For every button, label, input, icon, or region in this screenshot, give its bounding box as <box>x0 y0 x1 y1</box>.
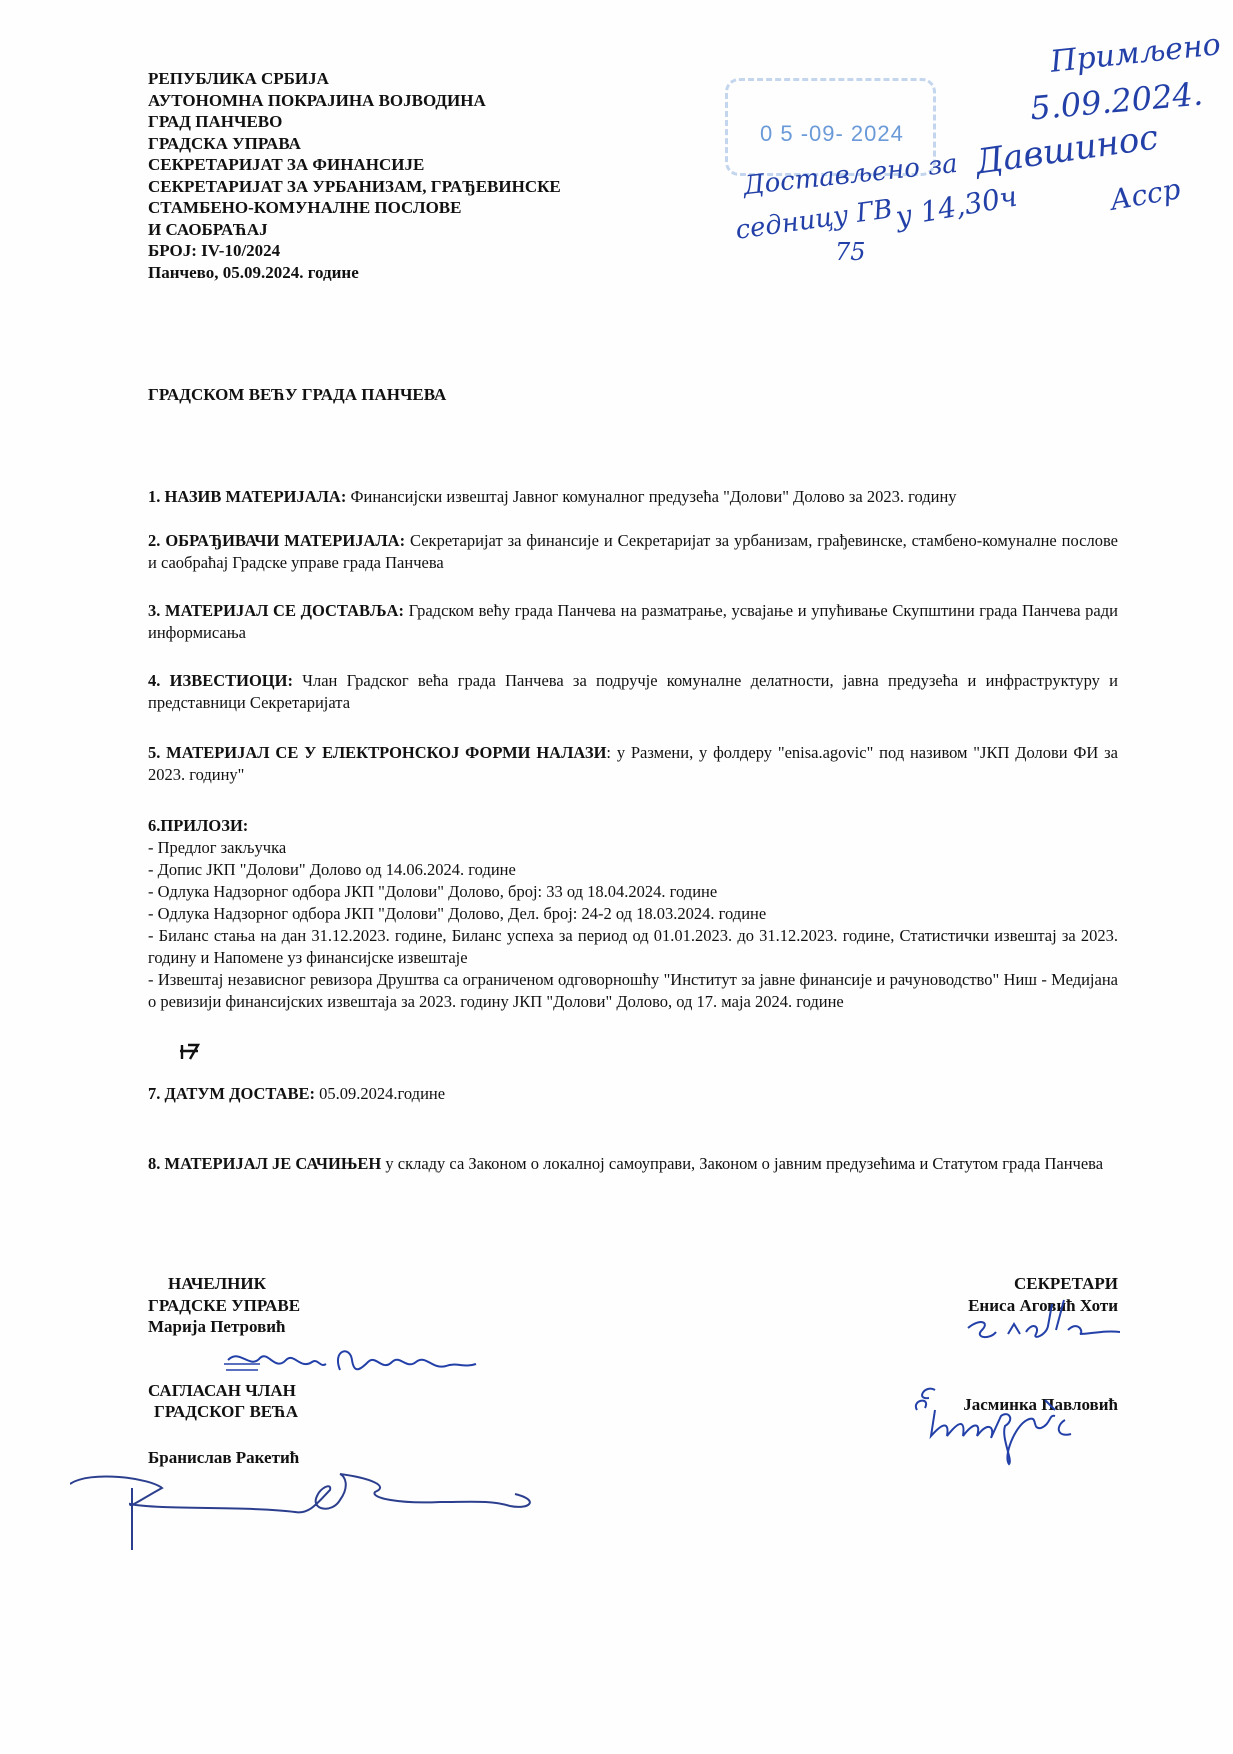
section-text: 05.09.2024.године <box>315 1084 446 1103</box>
place-date: Панчево, 05.09.2024. године <box>148 262 359 282</box>
section-electronic-location <box>148 742 1118 786</box>
section-label: 6.ПРИЛОЗИ: <box>148 816 249 835</box>
stamp-date: 0 5 -09- 2024 <box>760 121 904 146</box>
received-note-line: 5.09.2024. <box>1028 74 1205 128</box>
signatory-title: ГРАДСКЕ УПРАВЕ <box>148 1295 301 1315</box>
letterhead-line: ГРАД ПАНЧЕВО <box>148 112 283 131</box>
attachment-item: - Извештај независног ревизора Друштва са ограниченом одговорношћу "Институт за јавне финансије и рачуноводство" Ниш - Медијана о ревизији финансијских извештаја за 2023. годину ЈКП "Долови" Долово, од 17. маја 2024. године <box>148 970 1118 1011</box>
attachment-item: - Биланс стања на дан 31.12.2023. године, Биланс успеха за период од 01.01.2023. до 31.12.2023. године, Статистички извештај за 2023. годину и Напомене уз финансијске извештаје <box>148 926 1118 967</box>
section-label: 3. МАТЕРИЈАЛ СЕ ДОСТАВЉА: <box>148 601 404 620</box>
letterhead-line: СЕКРЕТАРИЈАТ ЗА ФИНАНСИЈЕ <box>148 155 425 174</box>
signatory-name: Бранислав Ракетић <box>148 1447 300 1467</box>
letterhead-line: И САОБРАЋАЈ <box>148 219 268 239</box>
handwritten-note-line: Достављено за <box>742 148 960 202</box>
section-label: 5. МАТЕРИЈАЛ СЕ У ЕЛЕКТРОНСКОЈ ФОРМИ НАЛАЗИ <box>148 743 607 762</box>
section-material-name <box>148 486 1118 508</box>
section-label: 1. НАЗИВ МАТЕРИЈАЛА: <box>148 487 347 506</box>
section-delivered-to <box>148 600 1118 644</box>
section-text: Секретаријат за финансије и Секретаријат за урбанизам, грађевинске, стамбено-комуналне послове и саобраћај Градске управе града Панчева <box>148 531 1118 572</box>
signatory-name: Марија Петровић <box>148 1317 286 1336</box>
received-note-line: Примљено <box>1048 27 1223 80</box>
section-text: у складу са Законом о локалној самоуправи, Законом о јавним предузећима и Статутом града Панчева <box>381 1154 1104 1173</box>
signatory-name: Ениса Аговић Хоти <box>968 1295 1118 1315</box>
handwritten-note-line: седницу ГВ <box>733 194 895 246</box>
section-label: 4. ИЗВЕСТИОЦИ: <box>148 671 293 690</box>
handwritten-note-line: у 14,30ч <box>893 179 1020 234</box>
letterhead-line: РЕПУБЛИКА СРБИЈА <box>148 69 329 88</box>
letterhead <box>148 68 561 283</box>
signature-block-right <box>963 1273 1118 1416</box>
reference-number: БРОЈ: IV-10/2024 <box>148 241 281 260</box>
received-note-line: Асср <box>1107 172 1183 217</box>
handwritten-correction-17 <box>178 1041 200 1061</box>
section-text: Градском већу града Панчева на разматрање, усвајање и упућивање Скупштини града Панчева ради информисања <box>148 601 1118 642</box>
attachments-list <box>148 837 1118 1013</box>
section-label: 7. ДАТУМ ДОСТАВЕ: <box>148 1084 316 1103</box>
letterhead-line: СТАМБЕНО-КОМУНАЛНЕ ПОСЛОВЕ <box>148 198 462 217</box>
signatory-name: Јасминка Павловић <box>963 1395 1118 1414</box>
section-text: Члан Градског већа града Панчева за подручје комуналне делатности, јавна предузећа и инфраструктуру и представници Секретаријата <box>148 671 1118 712</box>
signatory-title: НАЧЕЛНИК <box>168 1274 266 1293</box>
section-rapporteurs <box>148 670 1118 714</box>
signature-block-left <box>148 1273 300 1468</box>
signature-raketic <box>70 1470 540 1550</box>
attachment-item: - Одлука Надзорног одбора ЈКП "Долови" Долово, број: 33 од 18.04.2024. године <box>148 882 718 901</box>
signatory-title: ГРАДСКОГ ВЕЋА <box>154 1402 299 1421</box>
section-text: Финансијски извештај Јавног комуналног предузећа "Долови" Долово за 2023. годину <box>346 487 957 506</box>
signatory-title: СЕКРЕТАРИ <box>1013 1274 1118 1293</box>
section-material-authors <box>148 530 1118 574</box>
letterhead-line: АУТОНОМНА ПОКРАЈИНА ВОЈВОДИНА <box>148 90 486 110</box>
attachment-item: - Допис ЈКП "Долови" Долово од 14.06.2024. године <box>148 860 516 879</box>
section-label: 2. ОБРАЂИВАЧИ МАТЕРИЈАЛА: <box>148 531 406 550</box>
section-text: : у Размени, у фолдеру "enisa.agovic" под називом "ЈКП Долови ФИ за 2023. годину" <box>148 743 1118 784</box>
received-note-line: Давшинос <box>973 117 1161 183</box>
letterhead-line: ГРАДСКА УПРАВА <box>148 133 301 153</box>
section-label: 8. МАТЕРИЈАЛ ЈЕ САЧИЊЕН <box>148 1154 382 1173</box>
handwritten-note-line: 75 <box>835 238 866 266</box>
letterhead-line: СЕКРЕТАРИЈАТ ЗА УРБАНИЗАМ, ГРАЂЕВИНСКЕ <box>148 176 561 196</box>
section-legal-basis <box>148 1153 1118 1175</box>
attachment-item: - Предлог закључка <box>148 838 287 857</box>
signatory-title: САГЛАСАН ЧЛАН <box>148 1380 296 1400</box>
section-delivery-date <box>148 1083 1118 1105</box>
addressee: ГРАДСКОМ ВЕЋУ ГРАДА ПАНЧЕВА <box>148 385 447 404</box>
section-attachments <box>148 815 1118 1013</box>
attachment-item: - Одлука Надзорног одбора ЈКП "Долови" Долово, Дел. број: 24-2 од 18.03.2024. године <box>148 904 767 923</box>
